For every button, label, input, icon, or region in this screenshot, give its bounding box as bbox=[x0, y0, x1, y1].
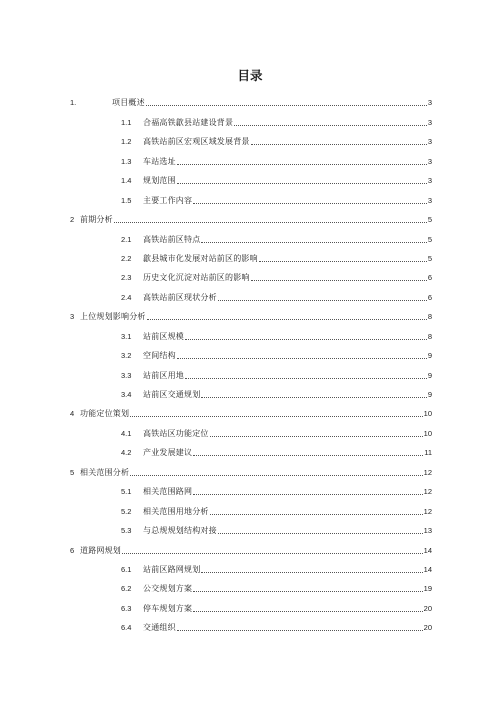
toc-section-entry[interactable] bbox=[70, 361, 432, 380]
toc-section-entry[interactable] bbox=[70, 128, 432, 147]
toc-entry-page-number: 20 bbox=[423, 623, 432, 633]
toc-entry-page-number: 3 bbox=[427, 176, 432, 186]
toc-section-entry[interactable] bbox=[70, 556, 432, 575]
toc-dot-leader bbox=[218, 533, 423, 534]
toc-entry-page-number: 9 bbox=[427, 351, 432, 361]
toc-entry-number: 4 bbox=[70, 409, 75, 419]
toc-entry-page-number: 3 bbox=[427, 195, 432, 205]
toc-dot-leader bbox=[251, 144, 427, 145]
toc-section-entry[interactable] bbox=[70, 594, 432, 613]
toc-entry-label: 站前区规模 bbox=[143, 331, 184, 341]
toc-entry-label: 高铁站前区宏观区域发展背景 bbox=[143, 137, 250, 147]
toc-entry-number: 6.1 bbox=[121, 564, 132, 574]
toc-entry-label: 合福高铁歙县站建设背景 bbox=[143, 117, 234, 127]
toc-entry-page-number: 9 bbox=[427, 390, 432, 399]
toc-dot-leader bbox=[114, 222, 427, 223]
toc-entry-number: 5.1 bbox=[121, 487, 132, 497]
toc-section-entry[interactable] bbox=[70, 283, 432, 302]
toc-entry-page-number: 12 bbox=[423, 506, 432, 516]
toc-dot-leader bbox=[193, 611, 422, 612]
toc-entry-label: 道路网规划 bbox=[80, 545, 121, 555]
toc-section-entry[interactable] bbox=[70, 419, 432, 438]
toc-entry-label: 高铁站区功能定位 bbox=[143, 428, 209, 438]
toc-entry-label: 车站选址 bbox=[143, 156, 176, 166]
toc-entry-number: 2 bbox=[70, 215, 75, 225]
toc-title: 目录 bbox=[237, 68, 263, 83]
toc-chapter-entry[interactable] bbox=[70, 303, 432, 322]
toc-entry-number: 1.3 bbox=[121, 156, 132, 166]
toc-entry-page-number: 5 bbox=[427, 234, 432, 244]
toc-dot-leader bbox=[210, 436, 423, 437]
toc-dot-leader bbox=[185, 339, 427, 340]
toc-section-entry[interactable] bbox=[70, 264, 432, 283]
toc-dot-leader bbox=[122, 553, 423, 554]
toc-section-entry[interactable] bbox=[70, 614, 432, 633]
toc-entry-number: 2.3 bbox=[121, 273, 132, 283]
toc-dot-leader bbox=[234, 125, 427, 126]
toc-entry-number: 2.2 bbox=[121, 253, 132, 263]
toc-entry-label: 历史文化沉淀对站前区的影响 bbox=[143, 273, 250, 283]
toc-dot-leader bbox=[201, 397, 426, 398]
toc-entry-number: 1.5 bbox=[121, 195, 132, 205]
toc-entry-label: 公交规划方案 bbox=[143, 584, 193, 594]
toc-entry-number: 3.1 bbox=[121, 331, 132, 341]
toc-dot-leader bbox=[130, 416, 422, 417]
toc-entry-number: 1.1 bbox=[121, 117, 132, 127]
toc-dot-leader bbox=[193, 203, 427, 204]
toc-section-entry[interactable] bbox=[70, 245, 432, 264]
toc-entry-page-number: 20 bbox=[423, 603, 432, 613]
toc-entry-number: 1. bbox=[70, 98, 77, 108]
toc-entry-page-number: 12 bbox=[423, 487, 432, 497]
toc-entry-label: 项目概述 bbox=[112, 98, 145, 108]
toc-section-entry[interactable] bbox=[70, 381, 432, 400]
toc-section-entry[interactable] bbox=[70, 575, 432, 594]
toc-section-entry[interactable] bbox=[70, 108, 432, 127]
toc-dot-leader bbox=[193, 455, 423, 456]
toc-entry-label: 主要工作内容 bbox=[143, 195, 193, 205]
toc-entry-page-number: 9 bbox=[427, 370, 432, 380]
toc-dot-leader bbox=[201, 242, 426, 243]
toc-entry-page-number: 3 bbox=[427, 117, 432, 127]
toc-entry-label: 交通组织 bbox=[143, 623, 176, 633]
toc-entry-number: 6 bbox=[70, 545, 75, 555]
toc-section-entry[interactable] bbox=[70, 167, 432, 186]
toc-entry-label: 产业发展建议 bbox=[143, 448, 193, 458]
toc-dot-leader bbox=[210, 514, 423, 515]
toc-entry-page-number: 6 bbox=[427, 273, 432, 283]
toc-entry-label: 上位规划影响分析 bbox=[80, 312, 146, 322]
toc-section-entry[interactable] bbox=[70, 225, 432, 244]
toc-entry-number: 3.4 bbox=[121, 390, 132, 399]
toc-entry-label: 相关范围用地分析 bbox=[143, 506, 209, 516]
toc-entry-page-number: 12 bbox=[423, 467, 432, 477]
toc-entry-page-number: 13 bbox=[423, 526, 432, 536]
toc-dot-leader bbox=[177, 183, 427, 184]
toc-section-entry[interactable] bbox=[70, 497, 432, 516]
toc-entry-number: 6.3 bbox=[121, 603, 132, 613]
toc-entry-label: 停车规划方案 bbox=[143, 603, 193, 613]
toc-dot-leader bbox=[259, 261, 427, 262]
toc-section-entry[interactable] bbox=[70, 517, 432, 536]
toc-entry-page-number: 3 bbox=[427, 137, 432, 147]
toc-entry-page-number: 3 bbox=[427, 156, 432, 166]
toc-dot-leader bbox=[201, 572, 422, 573]
toc-entry-page-number: 11 bbox=[424, 448, 432, 458]
toc-entry-number: 1.4 bbox=[121, 176, 132, 186]
toc-entry-label: 站前区交通规划 bbox=[143, 390, 201, 399]
toc-entry-page-number: 6 bbox=[427, 292, 432, 302]
toc-entry-number: 3 bbox=[70, 312, 75, 322]
toc-entry-label: 与总规规划结构对接 bbox=[143, 526, 217, 536]
toc-entry-number: 5.3 bbox=[121, 526, 132, 536]
toc-entry-label: 站前区用地 bbox=[143, 370, 184, 380]
toc-entry-number: 6.4 bbox=[121, 623, 132, 633]
toc-entry-number: 3.2 bbox=[121, 351, 132, 361]
toc-entry-page-number: 8 bbox=[427, 312, 432, 322]
toc-entry-page-number: 3 bbox=[427, 98, 432, 108]
toc-dot-leader bbox=[146, 105, 427, 106]
toc-entry-page-number: 10 bbox=[423, 428, 432, 438]
toc-entry-page-number: 19 bbox=[423, 584, 432, 594]
toc-chapter-entry[interactable] bbox=[70, 400, 432, 419]
toc-entry-number: 5 bbox=[70, 467, 75, 477]
toc-dot-leader bbox=[185, 378, 427, 379]
toc-entry-page-number: 14 bbox=[423, 564, 432, 574]
toc-chapter-entry[interactable] bbox=[70, 89, 432, 108]
table-of-contents bbox=[70, 89, 432, 633]
toc-entry-number: 6.2 bbox=[121, 584, 132, 594]
toc-section-entry[interactable] bbox=[70, 322, 432, 341]
toc-entry-number: 2.1 bbox=[121, 234, 132, 244]
toc-entry-page-number: 5 bbox=[427, 215, 432, 225]
toc-entry-number: 5.2 bbox=[121, 506, 132, 516]
toc-dot-leader bbox=[193, 591, 422, 592]
toc-entry-number: 4.1 bbox=[121, 428, 132, 438]
toc-entry-page-number: 8 bbox=[427, 331, 432, 341]
toc-section-entry[interactable] bbox=[70, 439, 432, 458]
toc-entry-label: 功能定位策划 bbox=[80, 409, 130, 419]
toc-entry-number: 1.2 bbox=[121, 137, 132, 147]
toc-dot-leader bbox=[177, 630, 423, 631]
toc-dot-leader bbox=[177, 358, 427, 359]
toc-entry-page-number: 10 bbox=[423, 409, 432, 419]
toc-entry-label: 前期分析 bbox=[80, 215, 113, 225]
toc-entry-label: 相关范围分析 bbox=[80, 467, 130, 477]
toc-entry-label: 空间结构 bbox=[143, 351, 176, 361]
toc-dot-leader bbox=[218, 300, 427, 301]
toc-section-entry[interactable] bbox=[70, 342, 432, 361]
toc-entry-number: 4.2 bbox=[121, 448, 132, 458]
toc-dot-leader bbox=[130, 475, 422, 476]
toc-entry-number: 2.4 bbox=[121, 292, 132, 302]
toc-entry-number: 3.3 bbox=[121, 370, 132, 380]
toc-chapter-entry[interactable] bbox=[70, 206, 432, 225]
toc-entry-label: 高铁站前区特点 bbox=[143, 234, 201, 244]
toc-chapter-entry[interactable] bbox=[70, 536, 432, 555]
toc-entry-page-number: 14 bbox=[423, 545, 432, 555]
toc-entry-label: 规划范围 bbox=[143, 176, 176, 186]
toc-entry-label: 歙县城市化发展对站前区的影响 bbox=[143, 253, 258, 263]
toc-dot-leader bbox=[147, 319, 427, 320]
toc-dot-leader bbox=[193, 494, 422, 495]
toc-entry-label: 高铁站前区现状分析 bbox=[143, 292, 217, 302]
toc-section-entry[interactable] bbox=[70, 147, 432, 166]
toc-dot-leader bbox=[251, 280, 427, 281]
toc-chapter-entry[interactable] bbox=[70, 458, 432, 477]
toc-entry-label: 相关范围路网 bbox=[143, 487, 193, 497]
toc-section-entry[interactable] bbox=[70, 478, 432, 497]
toc-dot-leader bbox=[177, 164, 427, 165]
toc-entry-page-number: 5 bbox=[427, 253, 432, 263]
toc-entry-label: 站前区路网规划 bbox=[143, 564, 201, 574]
toc-section-entry[interactable] bbox=[70, 186, 432, 205]
